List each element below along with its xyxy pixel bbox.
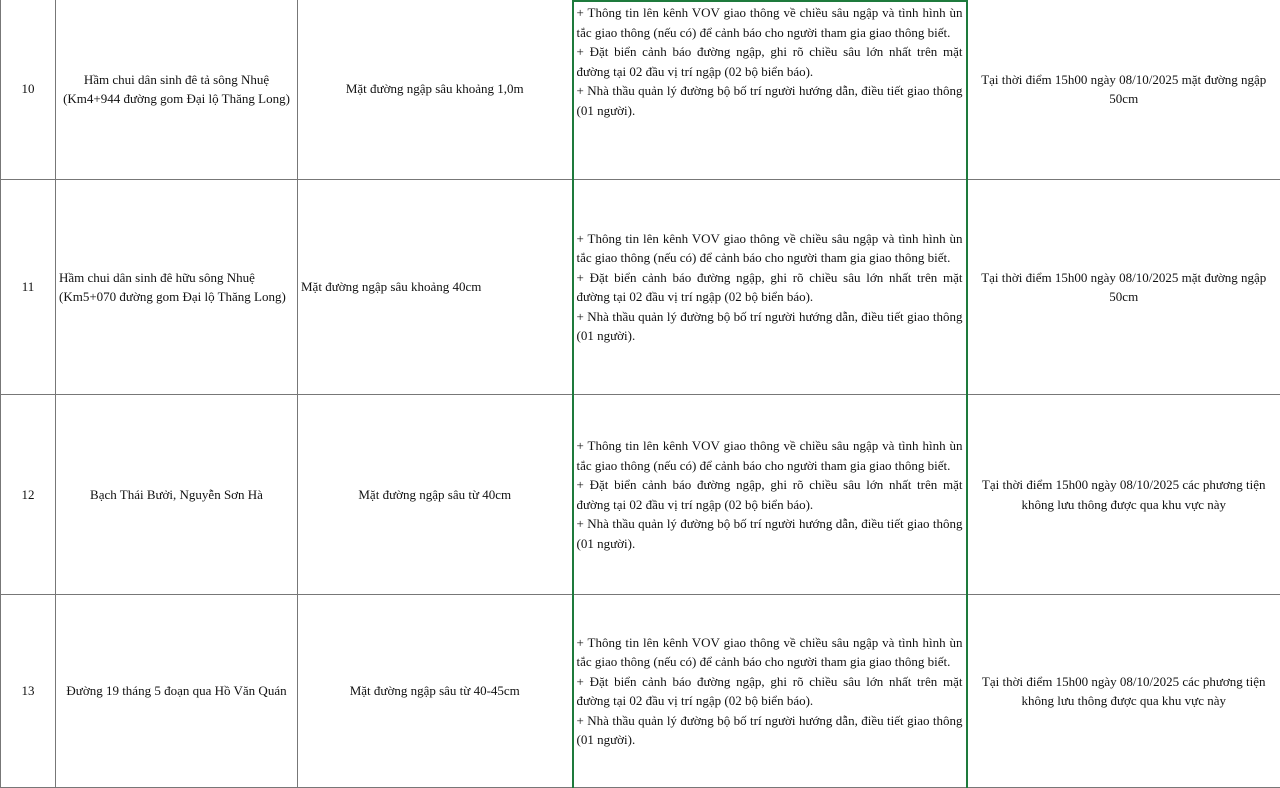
table-row [1, 0, 1280, 180]
measure-line: + Nhà thầu quản lý đường bộ bố trí người hướng dẫn, điều tiết giao thông (01 người). [577, 307, 963, 346]
measure-line: + Nhà thầu quản lý đường bộ bố trí người hướng dẫn, điều tiết giao thông (01 người). [577, 711, 963, 750]
row-number-cell[interactable]: 11 [1, 180, 56, 395]
location-cell[interactable]: Hầm chui dân sinh đê hữu sông Nhuệ (Km5+070 đường gom Đại lộ Thăng Long) [56, 180, 298, 395]
result-cell[interactable]: Tại thời điểm 15h00 ngày 08/10/2025 mặt đường ngập 50cm [967, 180, 1280, 395]
measure-line: + Thông tin lên kênh VOV giao thông về chiều sâu ngập và tình hình ùn tắc giao thông (nếu có) để cảnh báo cho người tham gia giao thông biết. [577, 3, 963, 42]
table-row [1, 395, 1280, 595]
flood-status-cell[interactable]: Mặt đường ngập sâu từ 40cm [298, 395, 573, 595]
measure-line: + Đặt biển cảnh báo đường ngập, ghi rõ chiều sâu lớn nhất trên mặt đường tại 02 đầu vị trí ngập (02 bộ biển báo). [577, 475, 963, 514]
measure-line: + Thông tin lên kênh VOV giao thông về chiều sâu ngập và tình hình ùn tắc giao thông (nếu có) để cảnh báo cho người tham gia giao thông biết. [577, 633, 963, 672]
row-number-cell[interactable]: 13 [1, 595, 56, 788]
measure-line: + Đặt biển cảnh báo đường ngập, ghi rõ chiều sâu lớn nhất trên mặt đường tại 02 đầu vị trí ngập (02 bộ biển báo). [577, 672, 963, 711]
result-cell[interactable]: Tại thời điểm 15h00 ngày 08/10/2025 các phương tiện không lưu thông được qua khu vực này [967, 595, 1280, 788]
measures-cell[interactable] [573, 0, 967, 180]
result-cell[interactable]: Tại thời điểm 15h00 ngày 08/10/2025 mặt đường ngập 50cm [967, 0, 1280, 180]
row-number-cell[interactable]: 12 [1, 395, 56, 595]
flood-status-cell[interactable]: Mặt đường ngập sâu từ 40-45cm [298, 595, 573, 788]
measure-line: + Đặt biển cảnh báo đường ngập, ghi rõ chiều sâu lớn nhất trên mặt đường tại 02 đầu vị trí ngập (02 bộ biển báo). [577, 268, 963, 307]
measure-line: + Thông tin lên kênh VOV giao thông về chiều sâu ngập và tình hình ùn tắc giao thông (nếu có) để cảnh báo cho người tham gia giao thông biết. [577, 436, 963, 475]
measures-cell[interactable] [573, 180, 967, 395]
measure-line: + Nhà thầu quản lý đường bộ bố trí người hướng dẫn, điều tiết giao thông (01 người). [577, 81, 963, 120]
measures-cell[interactable] [573, 395, 967, 595]
row-number-cell[interactable]: 10 [1, 0, 56, 180]
table-row [1, 180, 1280, 395]
location-cell[interactable]: Hầm chui dân sinh đê tả sông Nhuệ (Km4+944 đường gom Đại lộ Thăng Long) [56, 0, 298, 180]
location-cell[interactable]: Đường 19 tháng 5 đoạn qua Hồ Văn Quán [56, 595, 298, 788]
selected-column-top-edge [572, 0, 966, 2]
measure-line: + Thông tin lên kênh VOV giao thông về chiều sâu ngập và tình hình ùn tắc giao thông (nếu có) để cảnh báo cho người tham gia giao thông biết. [577, 229, 963, 268]
table-row [1, 595, 1280, 788]
flood-status-cell[interactable]: Mặt đường ngập sâu khoảng 1,0m [298, 0, 573, 180]
measures-cell[interactable] [573, 595, 967, 788]
measure-line: + Đặt biển cảnh báo đường ngập, ghi rõ chiều sâu lớn nhất trên mặt đường tại 02 đầu vị trí ngập (02 bộ biển báo). [577, 42, 963, 81]
measure-line: + Nhà thầu quản lý đường bộ bố trí người hướng dẫn, điều tiết giao thông (01 người). [577, 514, 963, 553]
flood-status-cell[interactable]: Mặt đường ngập sâu khoảng 40cm [298, 180, 573, 395]
result-cell[interactable]: Tại thời điểm 15h00 ngày 08/10/2025 các phương tiện không lưu thông được qua khu vực này [967, 395, 1280, 595]
location-cell[interactable]: Bạch Thái Bưởi, Nguyễn Sơn Hà [56, 395, 298, 595]
